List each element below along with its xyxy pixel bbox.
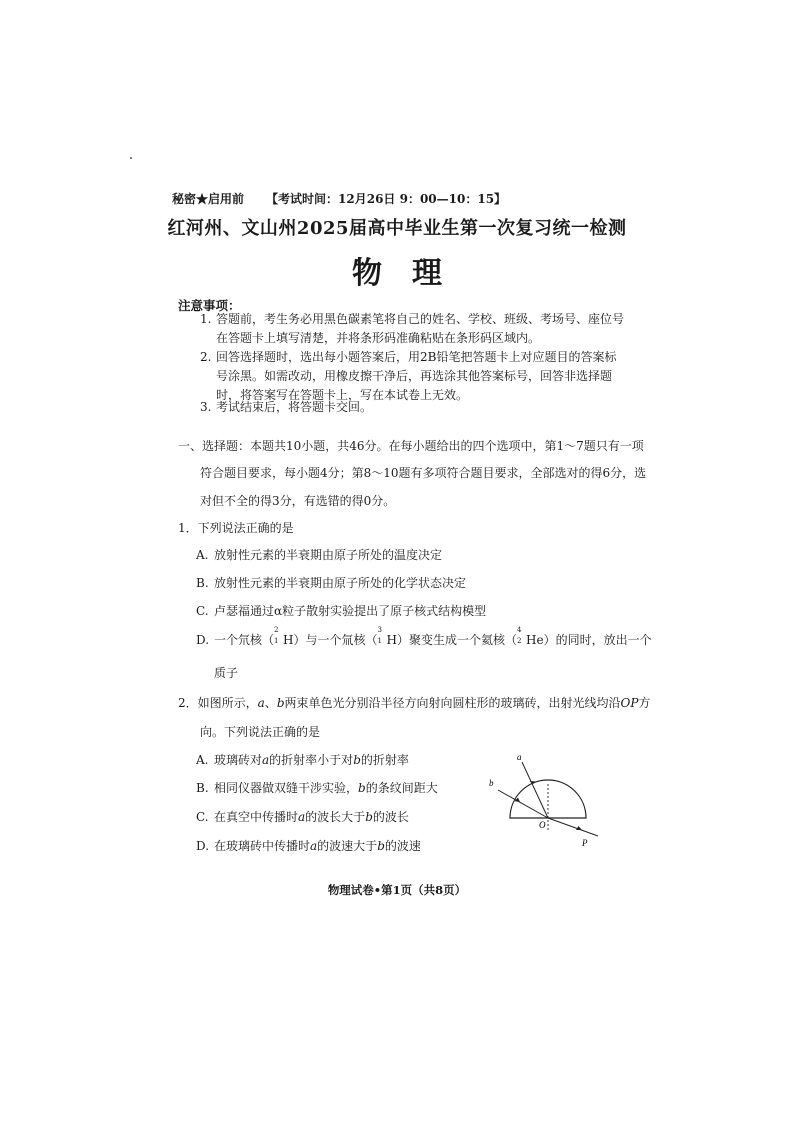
option-text: 的折射率	[360, 753, 409, 767]
element-symbol: H	[283, 633, 294, 647]
note-text: 考试结束后，将答题卡交回。	[216, 400, 373, 414]
option-var: b	[358, 781, 366, 795]
label-p: P	[582, 838, 588, 848]
option-text: 的波长	[372, 810, 409, 824]
option-var: a	[310, 839, 318, 853]
note-item	[200, 310, 626, 348]
label-b: b	[489, 778, 494, 788]
var-a: a	[257, 696, 265, 710]
option-text: 卢瑟福通过α粒子散射实验提出了原子核式结构模型	[214, 604, 487, 618]
stem-text: 2．如图所示，	[178, 696, 258, 710]
mass-number: 3	[377, 626, 382, 634]
label-a: a	[517, 752, 522, 762]
option-text-part: ）与一个氚核（	[293, 633, 378, 647]
ray-b	[498, 790, 548, 818]
note-number: 1.	[200, 312, 212, 326]
option-text: 放射性元素的半衰期由原子所处的化学状态决定	[214, 576, 467, 590]
option-text: 的波速	[384, 839, 421, 853]
label-o: O	[539, 820, 546, 830]
option-var: a	[298, 810, 306, 824]
option-label: D.	[196, 839, 210, 853]
stem-text: 方	[638, 696, 651, 710]
question-1-option-b	[196, 574, 466, 591]
option-text: 的波长大于	[305, 810, 366, 824]
nuclide-deuterium	[274, 626, 283, 645]
nuclide-tritium	[377, 626, 387, 645]
note-text: 答题前，考生务必用黑色碳素笔将自己的姓名、学校、班级、考场号、座位号在答题卡上填写清楚，并将条形码准确粘贴在条形码区域内。	[216, 312, 625, 345]
atomic-number: 1	[377, 637, 382, 645]
stem-text: 两束单色光分别沿半径方向射向圆柱形的玻璃砖，出射光线均沿	[284, 696, 621, 710]
option-label: D.	[196, 633, 210, 647]
option-label: C.	[196, 810, 209, 824]
option-text: 的波速大于	[317, 839, 378, 853]
ray-op	[548, 818, 598, 836]
var-op: OP	[620, 696, 639, 710]
option-var: b	[377, 839, 385, 853]
question-2-option-b	[196, 779, 438, 796]
option-var: b	[353, 753, 361, 767]
note-item	[200, 398, 626, 417]
note-number: 2.	[200, 350, 212, 364]
section-instructions-line-3: 对但不全的得3分，有选错的得0分。	[200, 494, 396, 508]
question-2-option-a	[196, 751, 409, 768]
question-1-option-d	[196, 626, 652, 648]
option-text-part: ）的同时，放出一个	[543, 633, 652, 647]
glass-brick-diagram	[484, 750, 608, 850]
header-line	[172, 190, 506, 207]
question-1-option-c	[196, 602, 486, 619]
subject-char-1: 物	[352, 256, 382, 291]
nuclide-helium	[516, 626, 526, 645]
option-text: 在真空中传播时	[214, 810, 299, 824]
note-number: 3.	[200, 400, 212, 414]
option-var: a	[262, 753, 270, 767]
secret-label: 秘密★启用前	[172, 192, 245, 206]
mass-number: 4	[516, 626, 522, 634]
subject-char-2: 理	[412, 256, 442, 291]
mass-number: 2	[274, 626, 279, 634]
option-text: 在玻璃砖中传播时	[214, 839, 311, 853]
section-instructions-line-1: 一、选择题：本题共10小题，共46分。在每小题给出的四个选项中，第1～7题只有一项	[178, 439, 644, 453]
scan-speck	[130, 157, 132, 159]
atomic-number: 2	[516, 637, 522, 645]
option-label: C.	[196, 604, 209, 618]
question-2-stem-line-2: 向。下列说法正确的是	[200, 725, 321, 739]
option-text: 的条纹间距大	[365, 781, 438, 795]
subject-title	[0, 248, 794, 292]
option-label: A.	[196, 753, 209, 767]
question-1-option-d-continued: 质子	[214, 666, 239, 680]
note-item	[200, 348, 626, 405]
option-label: A.	[196, 548, 209, 562]
exam-title: 红河州、文山州2025届高中毕业生第一次复习统一检测	[167, 218, 627, 239]
option-text: 放射性元素的半衰期由原子所处的温度决定	[214, 548, 443, 562]
question-2-stem	[178, 694, 650, 711]
notes-title: 注意事项：	[178, 298, 241, 313]
note-text: 回答选择题时，选出每小题答案后，用2B铅笔把答题卡上对应题目的答案标号涂黑。如需改动，用橡皮擦干净后，再选涂其他答案标号，回答非选择题时，将答案写在答题卡上，写在本试卷上无效。	[216, 350, 617, 402]
question-1-option-a	[196, 546, 442, 563]
ray-a	[522, 762, 548, 818]
page-footer: 物理试卷•第1页（共8页）	[327, 883, 467, 897]
element-symbol: H	[386, 633, 397, 647]
var-b: b	[276, 696, 285, 710]
option-label: B.	[196, 576, 209, 590]
option-text: 的折射率小于对	[269, 753, 354, 767]
option-text-part: 一个氘核（	[214, 633, 275, 647]
option-text: 玻璃砖对	[214, 753, 263, 767]
question-1-stem: 1．下列说法正确的是	[178, 521, 294, 535]
question-2-option-d	[196, 837, 421, 854]
section-instructions-line-2: 符合题目要求，每小题4分；第8～10题有多项符合题目要求，全部选对的得6分，选	[200, 466, 647, 480]
element-symbol: He	[525, 633, 544, 647]
atomic-number: 1	[274, 637, 279, 645]
stem-text: 、	[264, 696, 277, 710]
option-var: b	[365, 810, 373, 824]
option-label: B.	[196, 781, 209, 795]
exam-time: 【考试时间：12月26日 9：00—10：15】	[266, 192, 507, 206]
option-text-part: ）聚变生成一个氦核（	[396, 633, 517, 647]
option-text: 相同仪器做双缝干涉实验，	[214, 781, 359, 795]
question-2-option-c	[196, 808, 409, 825]
